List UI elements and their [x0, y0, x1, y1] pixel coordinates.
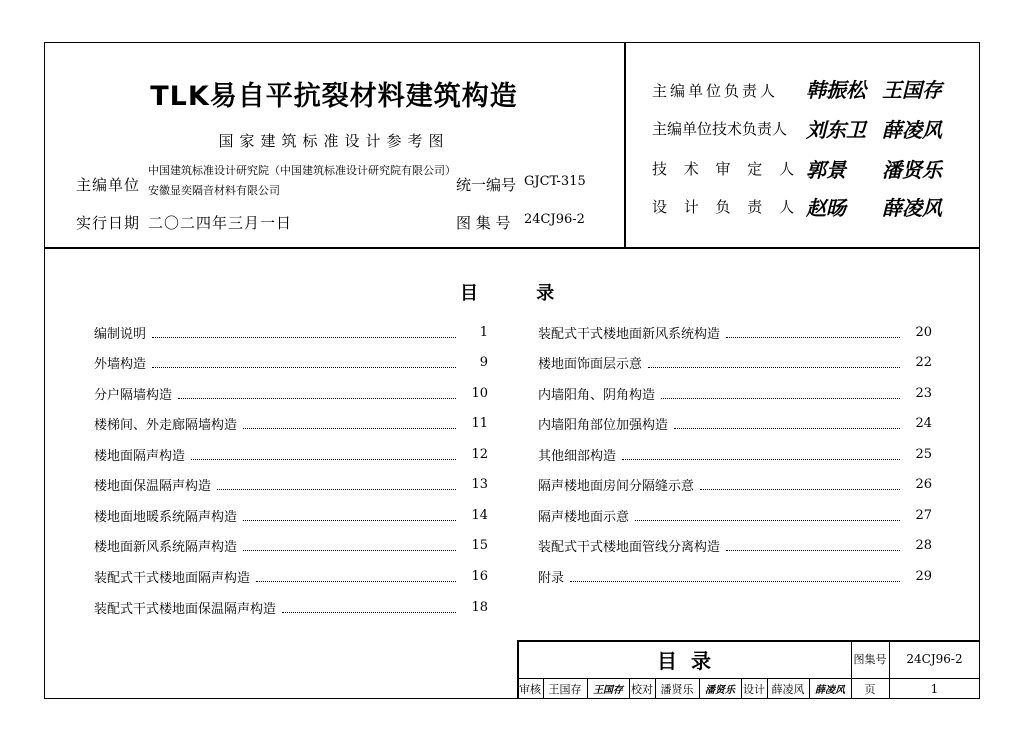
signature: 薛凌风: [882, 196, 942, 220]
toc-entry-title: 分户隔墙构造: [94, 387, 173, 403]
toc-entry[interactable]: [538, 474, 932, 494]
leader-dots: [661, 388, 900, 399]
toc-entry-page: 15: [471, 537, 488, 553]
leader-dots: [726, 327, 900, 338]
toc-entry-page: 27: [915, 507, 932, 523]
toc-entry-title: 隔声楼地面房间分隔缝示意: [538, 478, 695, 494]
atlas-subtitle: 国家建筑标准设计参考图: [218, 132, 450, 150]
toc-entry-title: 楼地面饰面层示意: [538, 356, 643, 372]
toc-entry[interactable]: [538, 566, 932, 586]
page-number: 1: [930, 681, 939, 696]
toc-entry-page: 29: [915, 568, 932, 584]
toc-entry[interactable]: [94, 383, 488, 403]
toc-entry-title: 内墙阳角部位加强构造: [538, 417, 669, 433]
signature: 潘贤乐: [882, 158, 942, 182]
signature: 郭景: [806, 158, 846, 182]
signature: 赵旸: [806, 196, 846, 220]
leader-dots: [648, 357, 900, 368]
leader-dots: [700, 479, 900, 490]
editor-unit-2: 安徽显奕隔音材料有限公司: [148, 184, 280, 197]
effective-date: 二〇二四年三月一日: [148, 214, 293, 232]
toc-entry-page: 1: [479, 324, 488, 340]
toc-entry[interactable]: [538, 383, 932, 403]
atlas-title: TLK易自平抗裂材料建筑构造: [150, 81, 518, 112]
atlas-number: 24CJ96-2: [524, 212, 585, 227]
toc-entry-title: 装配式干式楼地面隔声构造: [94, 570, 251, 586]
toc-entry-page: 26: [915, 476, 932, 492]
toc-entry-title: 楼梯间、外走廊隔墙构造: [94, 417, 238, 433]
page-label: 页: [864, 682, 876, 696]
toc-entry[interactable]: [94, 474, 488, 494]
toc-left-column: [94, 322, 488, 622]
leader-dots: [570, 571, 900, 582]
toc-entry[interactable]: [94, 597, 488, 617]
toc-entry-title: 隔声楼地面示意: [538, 509, 630, 525]
toc-entry[interactable]: [538, 535, 932, 555]
toc-entry[interactable]: [94, 566, 488, 586]
toc-entry[interactable]: [94, 444, 488, 464]
sheet-title: 目 录: [657, 648, 711, 673]
toc-entry-title: 楼地面地暖系统隔声构造: [94, 509, 238, 525]
signature: 王国存: [882, 78, 942, 102]
role-technical-approver: 技 术 审 定 人: [652, 160, 801, 178]
signature: 韩振松: [806, 78, 866, 102]
toc-entry[interactable]: [94, 322, 488, 342]
toc-entry-page: 12: [471, 446, 488, 462]
leader-dots: [726, 540, 900, 551]
check-label: 校对: [631, 682, 653, 696]
design-signature: 薛凌风: [815, 685, 845, 696]
toc-entry-title: 内墙阳角、阴角构造: [538, 387, 656, 403]
toc-entry-page: 28: [915, 537, 932, 553]
atlas-number-label: 图 集 号: [456, 214, 511, 232]
toc-entry-page: 22: [915, 354, 932, 370]
toc-entry[interactable]: [538, 322, 932, 342]
leader-dots: [243, 510, 456, 521]
atlas-label-cell: 图集号: [853, 653, 887, 666]
leader-dots: [217, 479, 456, 490]
toc-entry[interactable]: [538, 505, 932, 525]
toc-entry-title: 装配式干式楼地面新风系统构造: [538, 326, 721, 342]
toc-entry-title: 楼地面新风系统隔声构造: [94, 539, 238, 555]
leader-dots: [178, 388, 456, 399]
toc-entry-title: 编制说明: [94, 326, 147, 342]
toc-entry-page: 23: [915, 385, 932, 401]
leader-dots: [282, 602, 456, 613]
toc-entry[interactable]: [94, 413, 488, 433]
editor-label: 主编单位: [76, 176, 141, 194]
review-signature: 王国存: [593, 685, 623, 696]
toc-entry-title: 其他细部构造: [538, 448, 617, 464]
toc-entry[interactable]: [538, 413, 932, 433]
review-name: 王国存: [548, 682, 582, 696]
leader-dots: [243, 418, 456, 429]
unified-number-label: 统一编号: [456, 176, 517, 194]
toc-entry-page: 20: [915, 324, 932, 340]
review-label: 审核: [519, 682, 541, 696]
toc-entry-page: 24: [915, 415, 932, 431]
toc-right-column: [538, 322, 932, 592]
design-name: 薛凌风: [771, 682, 805, 696]
toc-entry-title: 装配式干式楼地面管线分离构造: [538, 539, 721, 555]
atlas-number-cell: 24CJ96-2: [906, 652, 963, 666]
toc-entry-page: 14: [471, 507, 488, 523]
toc-entry-title: 外墙构造: [94, 356, 147, 372]
header-bottom-rule: [44, 247, 980, 249]
date-label: 实行日期: [76, 214, 141, 232]
leader-dots: [622, 449, 900, 460]
leader-dots: [635, 510, 900, 521]
toc-heading-char: 目: [460, 283, 478, 304]
toc-entry[interactable]: [538, 444, 932, 464]
design-label: 设计: [743, 682, 765, 696]
leader-dots: [191, 449, 456, 460]
toc-entry-page: 10: [471, 385, 488, 401]
toc-entry-page: 16: [471, 568, 488, 584]
toc-entry-title: 楼地面隔声构造: [94, 448, 186, 464]
toc-entry[interactable]: [94, 535, 488, 555]
header-divider: [624, 42, 626, 248]
check-name: 潘贤乐: [660, 682, 694, 696]
toc-entry-title: 附录: [538, 570, 565, 586]
toc-heading: [460, 279, 554, 305]
role-chief-unit-tech-head: 主编单位技术负责人: [652, 120, 788, 138]
leader-dots: [243, 540, 456, 551]
toc-entry-page: 9: [479, 354, 488, 370]
check-signature: 潘贤乐: [705, 685, 735, 696]
leader-dots: [152, 327, 456, 338]
signature: 刘东卫: [806, 118, 866, 142]
toc-entry-page: 18: [471, 599, 488, 615]
toc-entry-title: 楼地面保温隔声构造: [94, 478, 212, 494]
toc-entry[interactable]: [94, 352, 488, 372]
title-block: [517, 640, 980, 699]
role-chief-unit-head: 主编单位负责人: [652, 82, 779, 100]
leader-dots: [674, 418, 900, 429]
toc-entry-title: 装配式干式楼地面保温隔声构造: [94, 601, 277, 617]
unified-number: GJCT-315: [524, 174, 586, 189]
leader-dots: [256, 571, 456, 582]
signature: 薛凌风: [882, 118, 942, 142]
leader-dots: [152, 357, 456, 368]
toc-entry-page: 13: [471, 476, 488, 492]
toc-heading-char: 录: [536, 283, 555, 304]
toc-entry-page: 11: [471, 415, 488, 431]
role-design-head: 设 计 负 责 人: [652, 198, 801, 216]
editor-unit-1: 中国建筑标准设计研究院（中国建筑标准设计研究院有限公司）: [148, 164, 456, 177]
toc-entry-page: 25: [915, 446, 932, 462]
toc-entry[interactable]: [538, 352, 932, 372]
toc-entry[interactable]: [94, 505, 488, 525]
